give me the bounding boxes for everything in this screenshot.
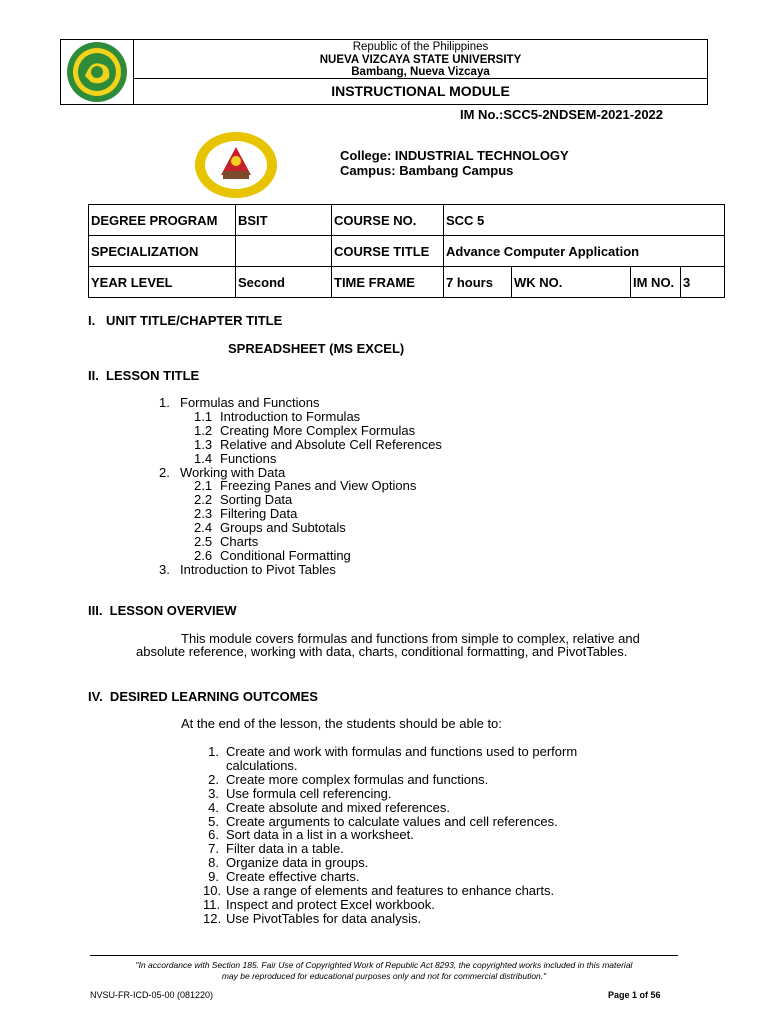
outcome-text: Create more complex formulas and functions. [226, 771, 489, 787]
list-item-number: 3. [159, 561, 170, 577]
list-item-text: Introduction to Formulas [220, 408, 361, 424]
list-item-text: Filtering Data [220, 506, 298, 522]
list-item-text: Creating More Complex Formulas [220, 422, 416, 438]
list-item-text: Functions [220, 450, 277, 466]
course-title-label: COURSE TITLE [332, 236, 444, 267]
degree-program-label: DEGREE PROGRAM [89, 205, 236, 236]
list-item-number: 2.6 [194, 547, 213, 563]
list-item-number: 2.4 [194, 520, 213, 536]
list-item-number: 1. [159, 395, 170, 410]
overview-text-line2: absolute reference, working with data, charts, conditional formatting, and PivotTables. [136, 644, 628, 659]
overview-text-line1: This module covers formulas and functions from simple to complex, relative and [181, 631, 640, 646]
year-level-value: Second [236, 267, 332, 298]
im-no-value: 3 [681, 267, 725, 298]
outcome-text: Create absolute and mixed references. [226, 799, 451, 815]
table-row [89, 236, 725, 267]
header-university: NUEVA VIZCAYA STATE UNIVERSITY [319, 53, 522, 66]
course-no-label: COURSE NO. [332, 205, 444, 236]
degree-program-value: BSIT [236, 205, 332, 236]
specialization-value [236, 236, 332, 267]
copyright-note-line1: "In accordance with Section 185. Fair Use of Copyrighted Work of Republic Act 8293, the copyrighted works included in this material [135, 960, 633, 970]
unit-title: SPREADSHEET (MS EXCEL) [228, 341, 405, 356]
college-info [340, 148, 569, 178]
outcomes-intro: At the end of the lesson, the students should be able to: [181, 716, 502, 731]
header-institution [134, 40, 707, 79]
list-item-number: 2.5 [194, 534, 213, 549]
outcome-number: 1. [208, 744, 219, 759]
list-item-text: Charts [220, 534, 259, 549]
page-number: Page 1 of 56 [608, 990, 661, 1000]
outcome-text: Use a range of elements and features to enhance charts. [226, 883, 555, 898]
outcome-number: 5. [208, 813, 219, 829]
unit-title-heading: I. UNIT TITLE/CHAPTER TITLE [88, 313, 283, 328]
outcome-number: 3. [208, 785, 219, 801]
university-seal-icon [61, 40, 134, 104]
im-no-label: IM NO. [631, 267, 681, 298]
outcome-number: 6. [208, 827, 219, 843]
list-item-number: 2. [159, 464, 170, 480]
campus-name: Campus: Bambang Campus [340, 163, 514, 178]
list-item-number: 2.3 [194, 506, 213, 522]
list-item-number: 2.1 [194, 478, 213, 494]
list-item-text: Groups and Subtotals [220, 520, 346, 536]
outcome-text: Create and work with formulas and functions used to perform [226, 744, 578, 759]
list-item-number: 1.1 [194, 408, 213, 424]
im-number: IM No.:SCC5-2NDSEM-2021-2022 [460, 107, 664, 122]
form-code: NVSU-FR-ICD-05-00 (081220) [90, 990, 214, 1000]
university-seal-cell [61, 40, 134, 104]
college-name: College: INDUSTRIAL TECHNOLOGY [340, 148, 569, 163]
header-republic: Republic of the Philippines [352, 41, 489, 53]
list-item-number: 1.4 [194, 450, 213, 466]
list-item-text: Sorting Data [220, 492, 293, 508]
copyright-note-line2: may be reproduced for educational purposes only and not for commercial distribution." [221, 971, 547, 981]
list-item-number: 2.2 [194, 492, 213, 508]
table-row [89, 205, 725, 236]
wk-no-label: WK NO. [512, 267, 631, 298]
outcome-text: Create arguments to calculate values and cell references. [226, 813, 558, 829]
list-item-text: Working with Data [180, 464, 286, 480]
time-frame-label: TIME FRAME [332, 267, 444, 298]
college-seal-icon [193, 131, 279, 199]
outcome-number: 11. [203, 896, 221, 912]
course-no-value: SCC 5 [444, 205, 725, 236]
list-item-text: Formulas and Functions [180, 395, 320, 410]
outcome-text: Filter data in a table. [226, 841, 344, 857]
list-item-number: 1.3 [194, 436, 213, 452]
outcomes-heading: IV. DESIRED LEARNING OUTCOMES [88, 689, 318, 704]
outcome-number: 12. [203, 910, 222, 926]
lesson-title-heading: II. LESSON TITLE [88, 368, 200, 383]
footer-divider [90, 955, 678, 956]
course-title-value: Advance Computer Application [444, 236, 725, 267]
outcome-text: Create effective charts. [226, 869, 360, 885]
college-seal [193, 131, 279, 199]
course-info-table [88, 204, 725, 298]
outcome-text: Use PivotTables for data analysis. [226, 910, 422, 926]
time-frame-value: 7 hours [444, 267, 512, 298]
outcome-text: Inspect and protect Excel workbook. [226, 896, 435, 912]
year-level-label: YEAR LEVEL [89, 267, 236, 298]
table-row [89, 267, 725, 298]
outcome-number: 9. [208, 869, 219, 885]
outcome-number: 4. [208, 799, 219, 815]
list-item-text: Relative and Absolute Cell References [220, 436, 442, 452]
document-header [60, 39, 708, 105]
copyright-note [90, 960, 678, 982]
outcome-number: 2. [208, 771, 219, 787]
outcome-text: calculations. [226, 757, 298, 773]
list-item-text: Conditional Formatting [220, 547, 351, 563]
list-item-text: Freezing Panes and View Options [220, 478, 417, 494]
header-location: Bambang, Nueva Vizcaya [351, 66, 490, 78]
overview-heading: III. LESSON OVERVIEW [88, 603, 237, 618]
list-item-number: 1.2 [194, 422, 213, 438]
specialization-label: SPECIALIZATION [89, 236, 236, 267]
outcome-number: 10. [203, 883, 222, 898]
outcome-text: Sort data in a list in a worksheet. [226, 827, 414, 843]
outcome-number: 8. [208, 855, 219, 871]
outcome-text: Organize data in groups. [226, 855, 369, 871]
list-item-text: Introduction to Pivot Tables [180, 561, 336, 577]
outcome-text: Use formula cell referencing. [226, 785, 392, 801]
module-title: INSTRUCTIONAL MODULE [331, 83, 510, 99]
outcome-number: 7. [208, 841, 219, 857]
